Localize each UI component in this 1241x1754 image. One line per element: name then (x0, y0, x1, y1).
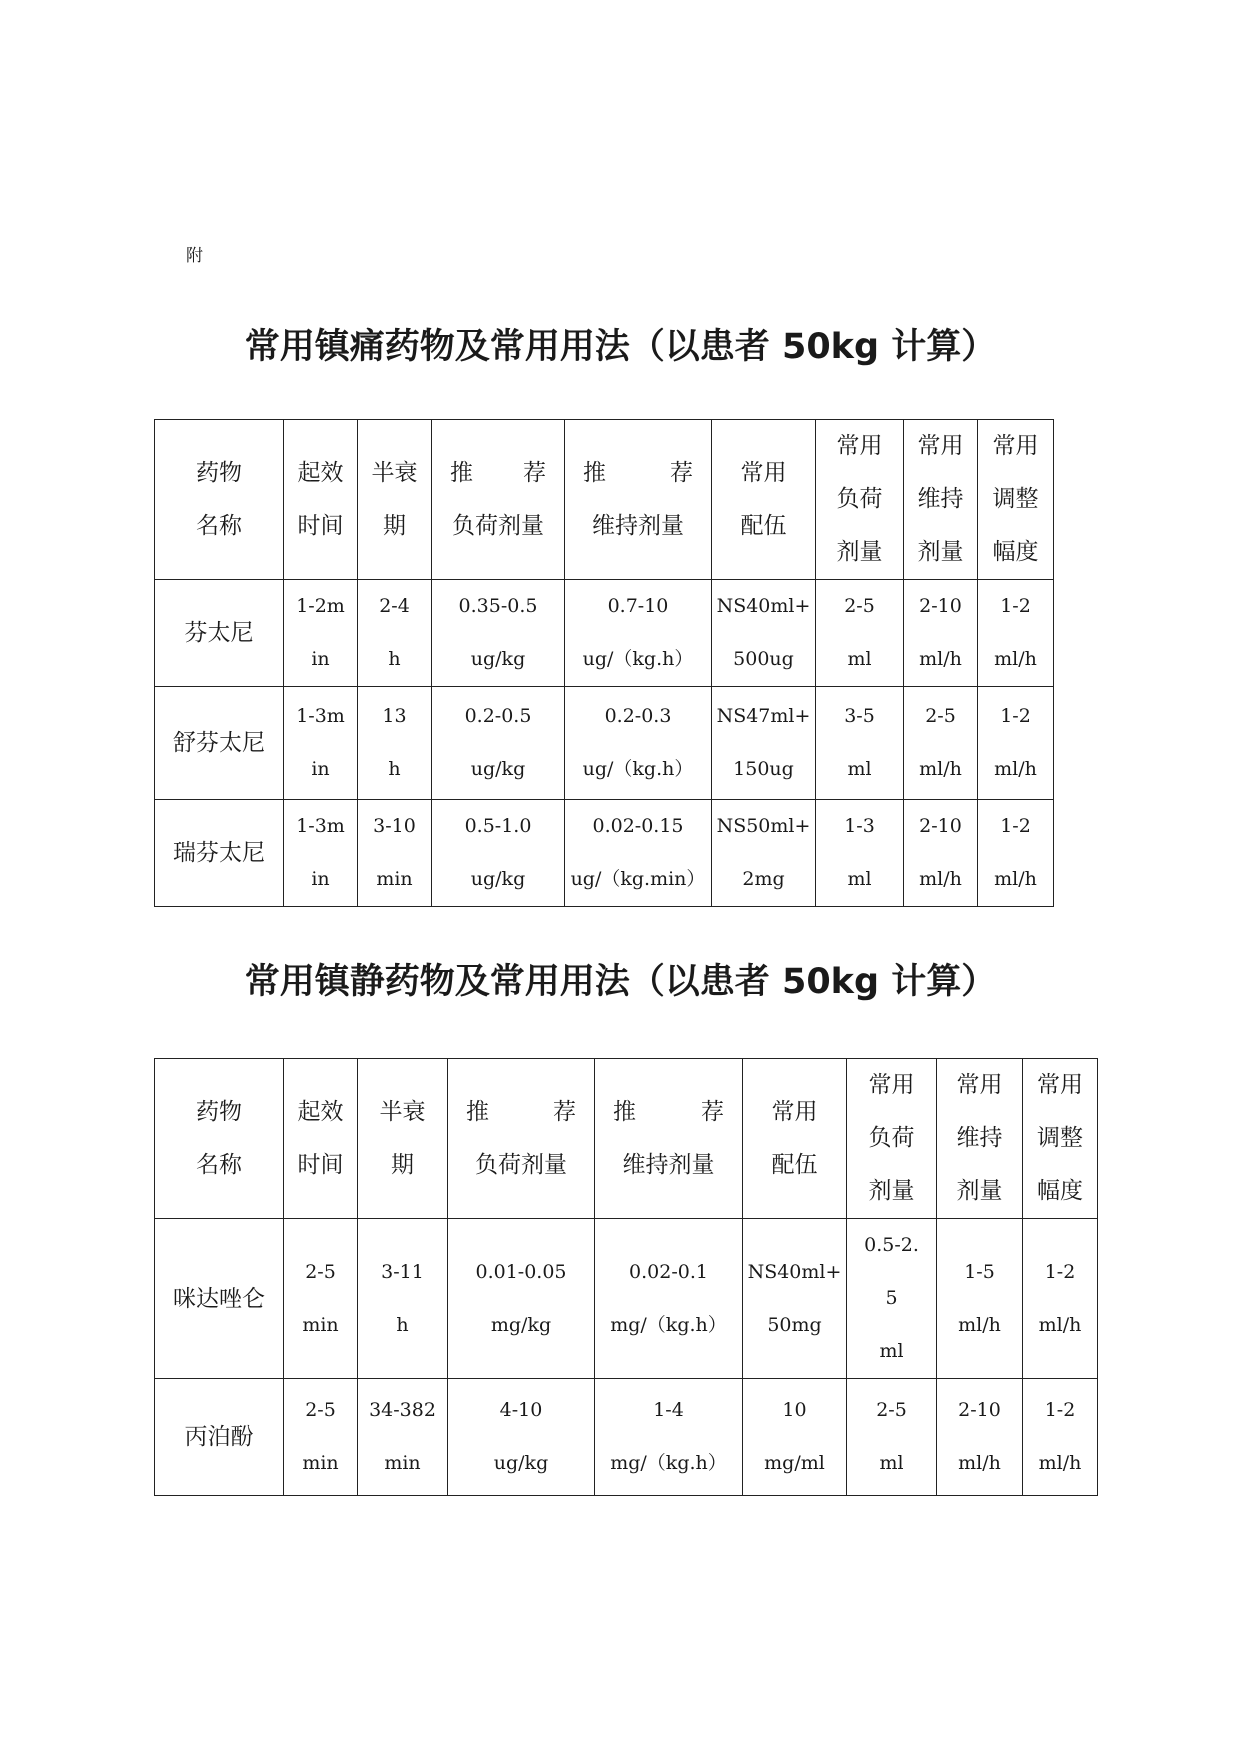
header-drug-name: 药物 名称 (155, 1059, 284, 1219)
rec-loading-cell: 0.01-0.05 mg/kg (448, 1219, 595, 1379)
drug-name-cell: 芬太尼 (155, 580, 284, 687)
mixing-cell: 10 mg/ml (743, 1379, 847, 1496)
half-life-cell: 3-10 min (358, 800, 432, 907)
mixing-cell: NS47ml+ 150ug (712, 687, 816, 800)
half-life-cell: 34-382 min (358, 1379, 448, 1496)
mixing-cell: NS50ml+ 2mg (712, 800, 816, 907)
header-half-life: 半衰 期 (358, 420, 432, 580)
adjust-cell: 1-2 ml/h (1023, 1219, 1098, 1379)
header-mixing: 常用 配伍 (743, 1059, 847, 1219)
header-maintenance: 常用 维持 剂量 (904, 420, 978, 580)
header-rec-loading: 推 荐 负荷剂量 (448, 1059, 595, 1219)
maintenance-cell: 2-10 ml/h (937, 1379, 1023, 1496)
drug-name-cell: 瑞芬太尼 (155, 800, 284, 907)
header-maintenance: 常用 维持 剂量 (937, 1059, 1023, 1219)
maintenance-cell: 2-10 ml/h (904, 800, 978, 907)
rec-loading-cell: 0.2-0.5 ug/kg (432, 687, 565, 800)
onset-cell: 2-5 min (284, 1219, 358, 1379)
appendix-label: 附 (186, 246, 203, 266)
onset-cell: 1-3m in (284, 800, 358, 907)
header-loading: 常用 负荷 剂量 (816, 420, 904, 580)
table-row (155, 1379, 1098, 1496)
header-rec-maintenance: 推 荐 维持剂量 (595, 1059, 743, 1219)
onset-cell: 1-2m in (284, 580, 358, 687)
header-rec-loading: 推 荐 负荷剂量 (432, 420, 565, 580)
adjust-cell: 1-2 ml/h (1023, 1379, 1098, 1496)
table-header-row (155, 1059, 1098, 1219)
table-header-row (155, 420, 1054, 580)
drug-name-cell: 丙泊酚 (155, 1379, 284, 1496)
rec-maintenance-cell: 1-4 mg/（kg.h） (595, 1379, 743, 1496)
loading-cell: 2-5 ml (847, 1379, 937, 1496)
header-adjust: 常用 调整 幅度 (978, 420, 1054, 580)
header-onset: 起效 时间 (284, 1059, 358, 1219)
header-adjust: 常用 调整 幅度 (1023, 1059, 1098, 1219)
table-row (155, 800, 1054, 907)
loading-cell: 3-5 ml (816, 687, 904, 800)
analgesic-table-title: 常用镇痛药物及常用用法（以患者 50kg 计算） (244, 327, 997, 367)
analgesic-table (154, 419, 1054, 907)
loading-cell: 0.5-2. 5 ml (847, 1219, 937, 1379)
onset-cell: 2-5 min (284, 1379, 358, 1496)
onset-cell: 1-3m in (284, 687, 358, 800)
mixing-cell: NS40ml+ 50mg (743, 1219, 847, 1379)
loading-cell: 1-3 ml (816, 800, 904, 907)
rec-maintenance-cell: 0.02-0.15 ug/（kg.min） (565, 800, 712, 907)
half-life-cell: 3-11 h (358, 1219, 448, 1379)
rec-loading-cell: 0.35-0.5 ug/kg (432, 580, 565, 687)
loading-cell: 2-5 ml (816, 580, 904, 687)
header-mixing: 常用 配伍 (712, 420, 816, 580)
maintenance-cell: 2-10 ml/h (904, 580, 978, 687)
table-row (155, 580, 1054, 687)
half-life-cell: 2-4 h (358, 580, 432, 687)
maintenance-cell: 2-5 ml/h (904, 687, 978, 800)
header-onset: 起效 时间 (284, 420, 358, 580)
rec-loading-cell: 0.5-1.0 ug/kg (432, 800, 565, 907)
rec-maintenance-cell: 0.7-10 ug/（kg.h） (565, 580, 712, 687)
mixing-cell: NS40ml+ 500ug (712, 580, 816, 687)
sedative-table-title: 常用镇静药物及常用用法（以患者 50kg 计算） (244, 962, 997, 1002)
table-row (155, 1219, 1098, 1379)
header-drug-name: 药物 名称 (155, 420, 284, 580)
drug-name-cell: 舒芬太尼 (155, 687, 284, 800)
header-loading: 常用 负荷 剂量 (847, 1059, 937, 1219)
sedative-table (154, 1058, 1098, 1496)
drug-name-cell: 咪达唑仑 (155, 1219, 284, 1379)
rec-maintenance-cell: 0.2-0.3 ug/（kg.h） (565, 687, 712, 800)
rec-maintenance-cell: 0.02-0.1 mg/（kg.h） (595, 1219, 743, 1379)
header-half-life: 半衰 期 (358, 1059, 448, 1219)
table-row (155, 687, 1054, 800)
rec-loading-cell: 4-10 ug/kg (448, 1379, 595, 1496)
adjust-cell: 1-2 ml/h (978, 580, 1054, 687)
adjust-cell: 1-2 ml/h (978, 800, 1054, 907)
header-rec-maintenance: 推 荐 维持剂量 (565, 420, 712, 580)
adjust-cell: 1-2 ml/h (978, 687, 1054, 800)
maintenance-cell: 1-5 ml/h (937, 1219, 1023, 1379)
half-life-cell: 13 h (358, 687, 432, 800)
